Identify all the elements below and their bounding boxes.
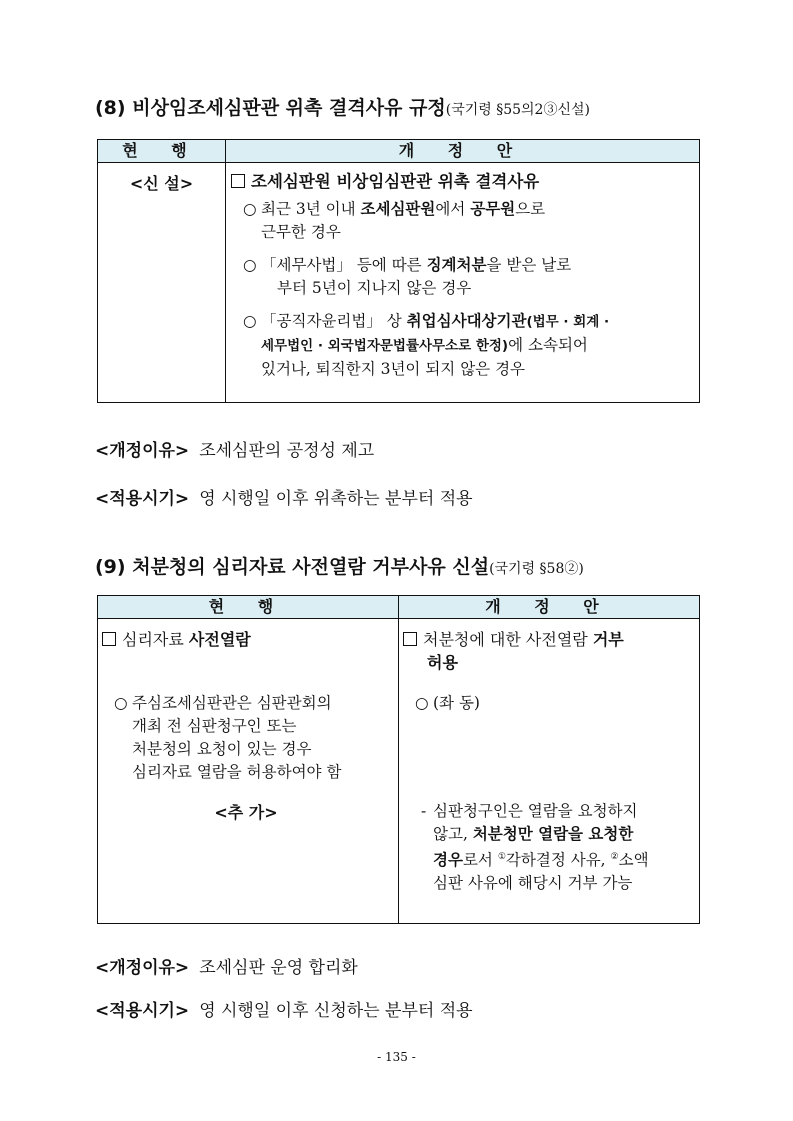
section8-table bbox=[97, 139, 700, 403]
section9-proposed-item: ○ (좌 동) bbox=[403, 692, 693, 715]
section9-proposed-box: 처분청에 대한 사전열람 거부 허용 bbox=[403, 628, 693, 674]
circle-bullet-icon: ○ bbox=[415, 694, 429, 712]
section8-header-current: 현 행 bbox=[98, 140, 226, 163]
section9-proposed-add: - 심판청구인은 열람을 요청하지 않고, 처분청만 열람을 요청한 경우로서 ①각하결정 사유, ②소액 심판 사유에 해당시 거부 가능 bbox=[421, 802, 649, 893]
section9-table bbox=[97, 595, 700, 924]
circle-bullet-icon: ○ bbox=[243, 312, 257, 330]
section9-current-add: <추 가> bbox=[214, 803, 278, 822]
dash-bullet: - bbox=[421, 802, 427, 820]
section9-current-box: 심리자료 사전열람 bbox=[102, 628, 390, 651]
section8-reason-label: <개정이유> bbox=[95, 441, 190, 461]
circle-bullet-icon: ○ bbox=[114, 694, 128, 712]
section8-box-title: 조세심판원 비상임심판관 위촉 결격사유 bbox=[231, 170, 691, 194]
section8-ref: (국기령 §55의2③신설) bbox=[445, 102, 590, 118]
section8-number: (8) bbox=[95, 97, 126, 119]
section8-item3: ○ 「공직자윤리법」 상 취업심사대상기관(법무 · 회계 · 세무법인 · 외국법자문법률사무소로 한정)에 소속되어 있거나, 퇴직한지 3년이 되지 않은 경우 bbox=[243, 312, 610, 378]
section8-title-text: 비상임조세심판관 위촉 결격사유 규정 bbox=[132, 97, 446, 119]
section9-header-current: 현 행 bbox=[98, 596, 399, 619]
section8-title bbox=[95, 93, 590, 120]
section8-reason bbox=[95, 436, 374, 461]
section8-reason-text: 조세심판의 공정성 제고 bbox=[199, 441, 375, 461]
section9-current-item: ○ 주심조세심판관은 심판관회의 개최 전 심판청구인 또는 처분청의 요청이 있는 경우 심리자료 열람을 허용하여야 함 bbox=[114, 694, 342, 781]
section9-ref: (국기령 §58②) bbox=[489, 561, 584, 577]
section8-item2: ○ 「세무사법」 등에 따른 징계처분을 받은 날로 부터 5년이 지나지 않은 경우 bbox=[243, 256, 572, 297]
section8-apply-text: 영 시행일 이후 위촉하는 분부터 적용 bbox=[199, 489, 473, 509]
section8-apply-label: <적용시기> bbox=[95, 489, 190, 509]
section9-reason bbox=[95, 953, 358, 978]
section8-header-proposed: 개 정 안 bbox=[226, 140, 700, 163]
section8-item1: ○ 최근 3년 이내 조세심판원에서 공무원으로 근무한 경우 bbox=[243, 200, 546, 241]
section9-reason-label: <개정이유> bbox=[95, 958, 190, 978]
checkbox-square-icon bbox=[231, 174, 245, 188]
page-number: - 135 - bbox=[377, 1050, 416, 1064]
section8-current-text: <신 설> bbox=[129, 174, 194, 193]
section9-header-proposed: 개 정 안 bbox=[399, 596, 700, 619]
section9-apply-label: <적용시기> bbox=[95, 1001, 190, 1021]
circle-bullet-icon: ○ bbox=[243, 200, 257, 218]
circle-bullet-icon: ○ bbox=[243, 256, 257, 274]
section9-reason-text: 조세심판 운영 합리화 bbox=[199, 958, 358, 978]
section9-number: (9) bbox=[95, 556, 126, 578]
section9-apply-text: 영 시행일 이후 신청하는 분부터 적용 bbox=[199, 1001, 473, 1021]
section8-apply bbox=[95, 484, 473, 509]
section9-title-text: 처분청의 심리자료 사전열람 거부사유 신설 bbox=[132, 556, 490, 578]
checkbox-square-icon bbox=[102, 632, 116, 646]
section9-title bbox=[95, 552, 584, 579]
section9-apply bbox=[95, 996, 473, 1021]
checkbox-square-icon bbox=[403, 632, 417, 646]
